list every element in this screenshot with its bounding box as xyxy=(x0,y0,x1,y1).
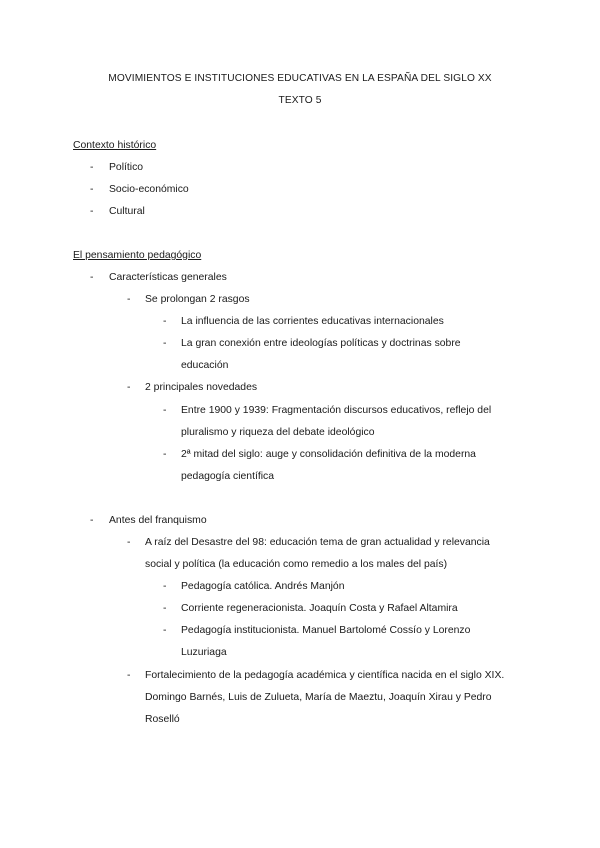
document-title: MOVIMIENTOS E INSTITUCIONES EDUCATIVAS EN LA ESPAÑA DEL SIGLO XX xyxy=(108,73,492,84)
list-item-segunda-mitad-line1: 2ª mitad del siglo: auge y consolidación definitiva de la moderna xyxy=(181,449,476,460)
list-item-politico: Político xyxy=(109,162,144,173)
list-item-fortalecimiento-line2: Domingo Barnés, Luis de Zulueta, María de Maeztu, Joaquín Xirau y Pedro xyxy=(145,692,492,703)
bullet-dash: - xyxy=(163,449,167,460)
list-item-fortalecimiento-line3: Roselló xyxy=(145,714,180,725)
list-item-institucionista-line2: Luzuriaga xyxy=(181,647,227,658)
document-subtitle: TEXTO 5 xyxy=(278,95,322,106)
bullet-dash: - xyxy=(90,272,94,283)
list-item-conexion-line1: La gran conexión entre ideologías políticas y doctrinas sobre xyxy=(181,338,461,349)
bullet-dash: - xyxy=(127,670,131,681)
bullet-dash: - xyxy=(163,625,167,636)
section-heading-contexto: Contexto histórico xyxy=(73,140,157,151)
list-item-caracteristicas: Características generales xyxy=(109,272,227,283)
bullet-dash: - xyxy=(90,184,94,195)
section-heading-pensamiento: El pensamiento pedagógico xyxy=(73,250,202,261)
bullet-dash: - xyxy=(127,294,131,305)
list-item-rasgos: Se prolongan 2 rasgos xyxy=(145,294,250,305)
list-item-conexion-line2: educación xyxy=(181,360,229,371)
list-item-novedades: 2 principales novedades xyxy=(145,382,258,393)
list-item-catolica: Pedagogía católica. Andrés Manjón xyxy=(181,581,345,592)
bullet-dash: - xyxy=(163,338,167,349)
bullet-dash: - xyxy=(163,405,167,416)
bullet-dash: - xyxy=(127,382,131,393)
bullet-dash: - xyxy=(163,581,167,592)
bullet-dash: - xyxy=(90,162,94,173)
list-item-desastre-line1: A raíz del Desastre del 98: educación tema de gran actualidad y relevancia xyxy=(145,537,490,548)
list-item-franquismo: Antes del franquismo xyxy=(109,515,207,526)
list-item-desastre-line2: social y política (la educación como remedio a los males del país) xyxy=(145,559,448,570)
list-item-segunda-mitad-line2: pedagogía científica xyxy=(181,471,275,482)
list-item-fortalecimiento-line1: Fortalecimiento de la pedagogía académica y científica nacida en el siglo XIX. xyxy=(145,670,505,681)
bullet-dash: - xyxy=(90,206,94,217)
list-item-regeneracionista: Corriente regeneracionista. Joaquín Costa y Rafael Altamira xyxy=(181,603,458,614)
list-item-fragmentacion-line1: Entre 1900 y 1939: Fragmentación discursos educativos, reflejo del xyxy=(181,405,492,416)
list-item-institucionista-line1: Pedagogía institucionista. Manuel Bartolomé Cossío y Lorenzo xyxy=(181,625,471,636)
list-item-socio-economico: Socio-económico xyxy=(109,184,189,195)
list-item-fragmentacion-line2: pluralismo y riqueza del debate ideológico xyxy=(181,427,375,438)
bullet-dash: - xyxy=(90,515,94,526)
bullet-dash: - xyxy=(163,316,167,327)
list-item-cultural: Cultural xyxy=(109,206,145,217)
list-item-influencia: La influencia de las corrientes educativas internacionales xyxy=(181,316,444,327)
bullet-dash: - xyxy=(127,537,131,548)
bullet-dash: - xyxy=(163,603,167,614)
